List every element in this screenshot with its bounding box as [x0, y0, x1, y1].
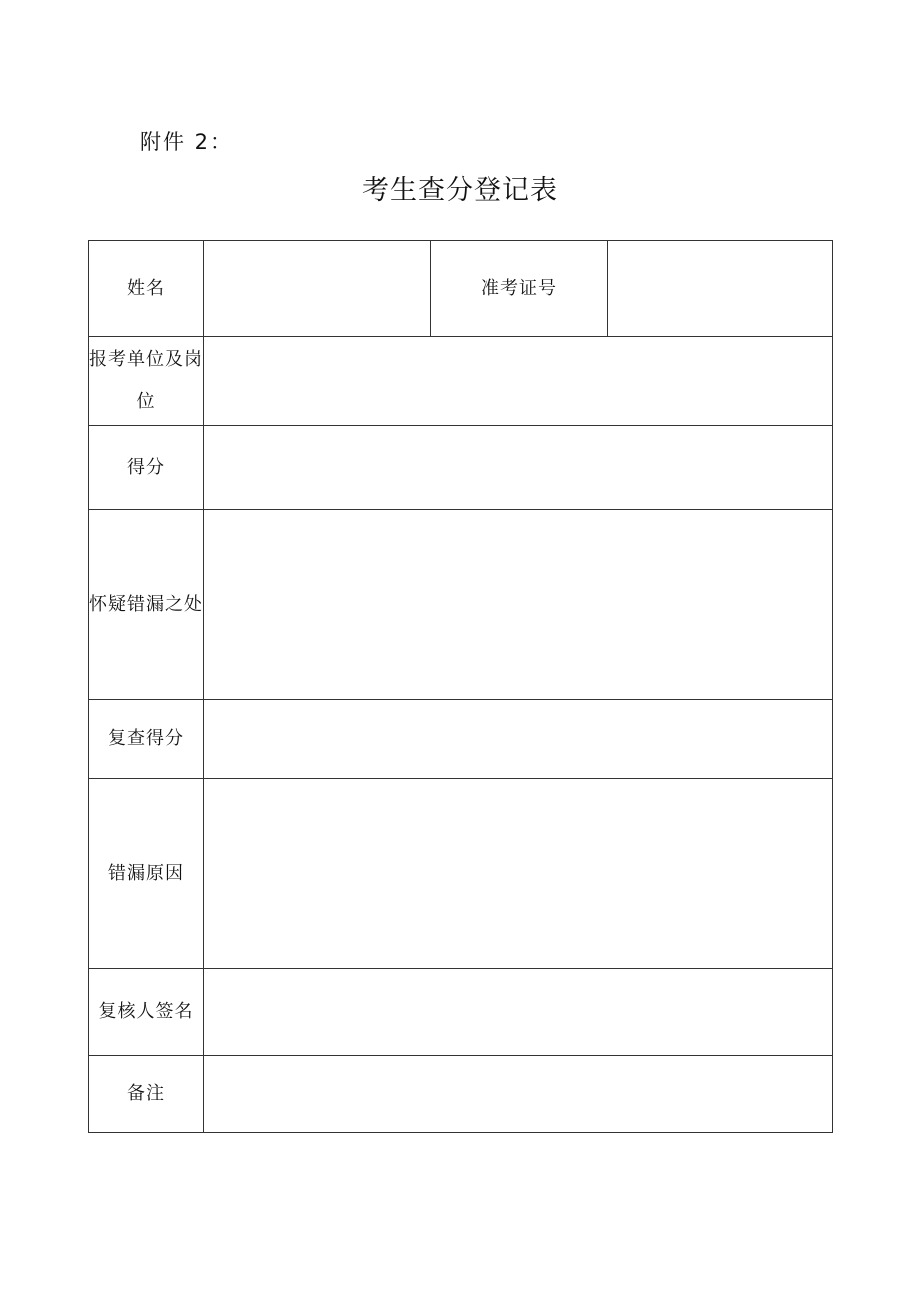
remarks-field[interactable] [204, 1056, 833, 1133]
table-row-name [89, 241, 833, 337]
table-row-error-reason [89, 779, 833, 969]
error-reason-field[interactable] [204, 779, 833, 969]
suspected-errors-label: 怀疑错漏之处 [89, 510, 204, 700]
name-label: 姓名 [89, 241, 204, 337]
score-label: 得分 [89, 426, 204, 510]
score-field[interactable] [204, 426, 833, 510]
attachment-label: 附件 2： [140, 130, 234, 154]
page-title: 考生查分登记表 [362, 175, 558, 206]
table-row-remarks [89, 1056, 833, 1133]
unit-label: 报考单位及岗位 [89, 337, 204, 426]
suspected-errors-field[interactable] [204, 510, 833, 700]
unit-field[interactable] [204, 337, 833, 426]
exam-id-field[interactable] [608, 241, 833, 337]
registration-form-table [88, 240, 833, 1133]
recheck-score-field[interactable] [204, 700, 833, 779]
reviewer-signature-field[interactable] [204, 969, 833, 1056]
table-row-recheck-score [89, 700, 833, 779]
name-field[interactable] [204, 241, 431, 337]
recheck-score-label: 复查得分 [89, 700, 204, 779]
reviewer-signature-label: 复核人签名 [89, 969, 204, 1056]
error-reason-label: 错漏原因 [89, 779, 204, 969]
remarks-label: 备注 [89, 1056, 204, 1133]
table-row-score [89, 426, 833, 510]
table-row-reviewer-signature [89, 969, 833, 1056]
table-row-suspected-errors [89, 510, 833, 700]
exam-id-label: 准考证号 [431, 241, 608, 337]
table-row-unit [89, 337, 833, 426]
